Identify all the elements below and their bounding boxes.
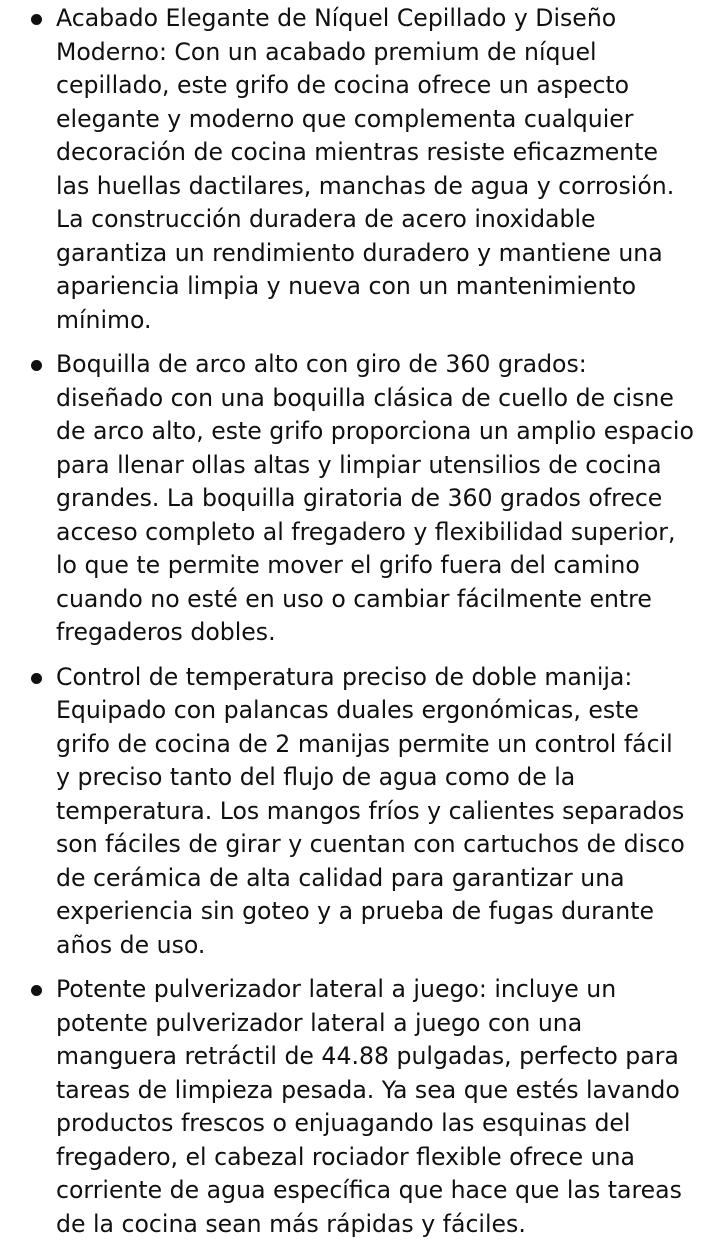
feature-bullet-list: [0, 2, 720, 1252]
feature-bullet: [0, 661, 720, 963]
feature-bullet-text: Control de temperatura preciso de doble manija: Equipado con palancas duales ergonómicas, este grifo de cocina de 2 manijas permite un control fácil y preciso tanto del flujo de agua como de la temperatura. Los mangos fríos y calientes separados son fáciles de girar y cuentan con cartuchos de disco de cerámica de alta calidad para garantizar una experiencia sin goteo y a prueba de fugas durante años de uso.: [56, 662, 685, 959]
feature-bullet: [0, 973, 720, 1241]
bullet-dot-icon: [31, 985, 42, 996]
feature-bullet-text: Boquilla de arco alto con giro de 360 grados: diseñado con una boquilla clásica de cuello de cisne de arco alto, este grifo proporciona un amplio espacio para llenar ollas altas y limpiar utensilios de cocina grandes. La boquilla giratoria de 360 grados ofrece acceso completo al fregadero y flexibilidad superior, lo que te permite mover el grifo fuera del camino cuando no esté en uso o cambiar fácilmente entre fregaderos dobles.: [56, 350, 694, 646]
bullet-dot-icon: [31, 673, 42, 684]
bullet-dot-icon: [31, 14, 42, 25]
feature-bullet-text: Acabado Elegante de Níquel Cepillado y Diseño Moderno: Con un acabado premium de níquel cepillado, este grifo de cocina ofrece un aspecto elegante y moderno que complementa cualquier decoración de cocina mientras resiste eficazmente las huellas dactilares, manchas de agua y corrosión. La construcción duradera de acero inoxidable garantiza un rendimiento duradero y mantiene una apariencia limpia y nueva con un mantenimiento mínimo.: [56, 4, 675, 334]
feature-bullet: [0, 348, 720, 650]
feature-bullet-text: Potente pulverizador lateral a juego: incluye un potente pulverizador lateral a juego con una manguera retráctil de 44.88 pulgadas, perfecto para tareas de limpieza pesada. Ya sea que estés lavando productos frescos o enjuagando las esquinas del fregadero, el cabezal rociador flexible ofrece una corriente de agua específica que hace que las tareas de la cocina sean más rápidas y fáciles.: [56, 975, 682, 1238]
feature-bullet: [0, 2, 720, 337]
bullet-dot-icon: [31, 360, 42, 371]
